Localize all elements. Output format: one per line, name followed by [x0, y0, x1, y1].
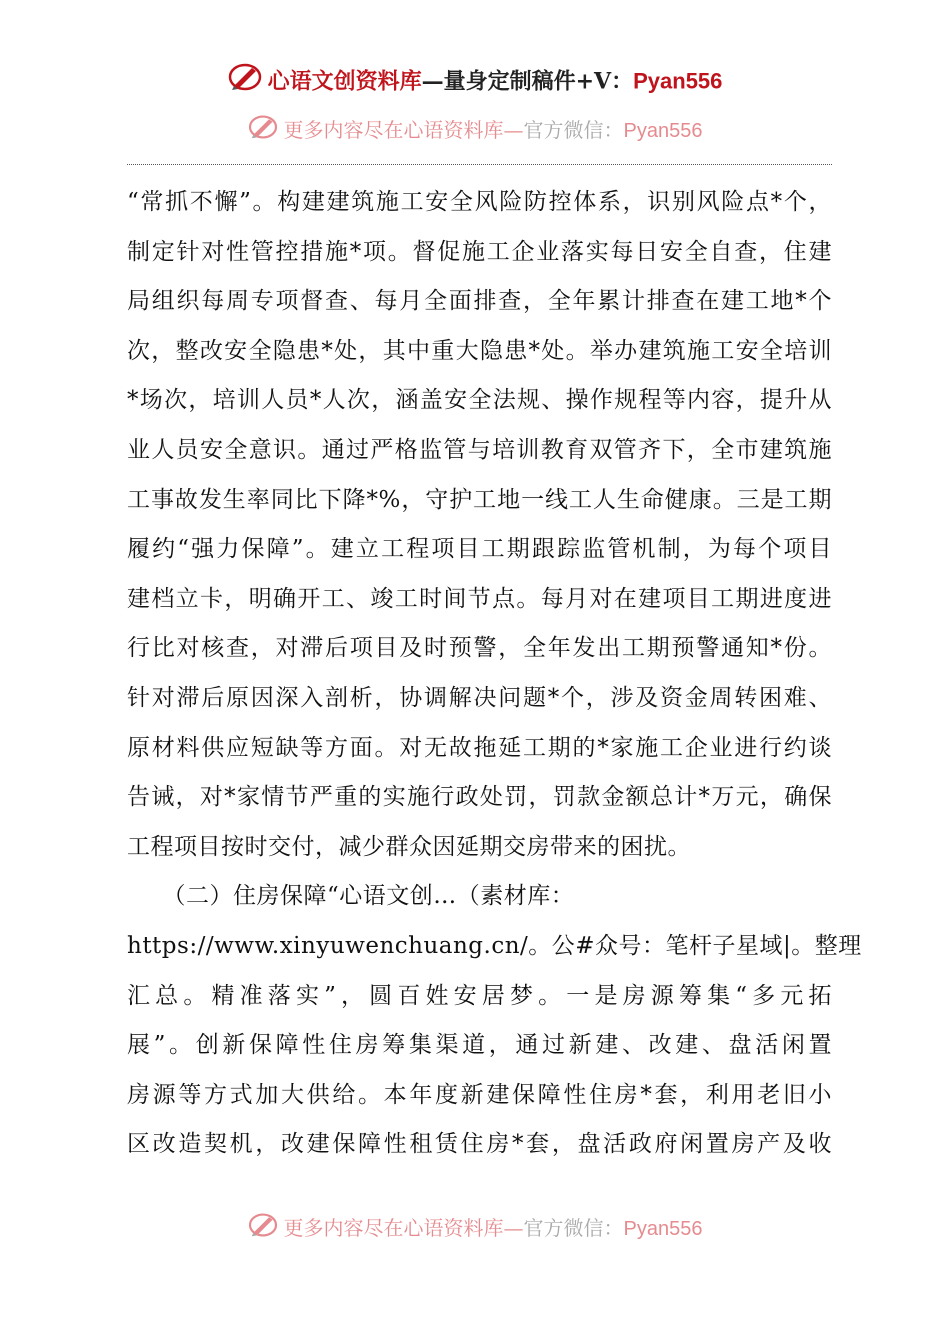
body-line: 针对滞后原因深入剖析，协调解决问题*个，涉及资金周转困难、 — [127, 684, 832, 711]
section-heading-line: （二）住房保障“心语文创…（素材库： — [127, 883, 575, 910]
body-line: “常抓不懈”。构建建筑施工安全风险防控体系，识别风险点*个， — [127, 189, 832, 215]
document-body — [127, 178, 862, 1170]
body-line: 建档立卡，明确开工、竣工时间节点。每月对在建项目工期进度进 — [127, 585, 832, 612]
body-line: 工事故发生率同比下降*%，守护工地一线工人生命健康。三是工期 — [127, 486, 832, 513]
pen-logo-icon — [248, 1212, 278, 1247]
body-line: 工程项目按时交付，减少群众因延期交房带来的困扰。 — [127, 833, 691, 860]
body-line: 原材料供应短缺等方面。对无故拖延工期的*家施工企业进行约谈 — [127, 734, 832, 761]
body-line: https://www.xinyuwenchuang.cn/。公#众号：笔杆子星域|。整理 — [127, 932, 862, 959]
header-slogan: 量身定制稿件+V： — [443, 68, 634, 95]
body-line: 区改造契机，改建保障性租赁住房*套，盘活政府闲置房产及收 — [127, 1131, 832, 1158]
body-line: 展”。创新保障性住房筹集渠道，通过新建、改建、盘活闲置 — [127, 1032, 832, 1059]
body-line: 房源等方式加大供给。本年度新建保障性住房*套，利用老旧小 — [127, 1081, 832, 1108]
watermark-footer — [0, 1212, 950, 1247]
footer-text: 更多内容尽在心语资料库— — [283, 1216, 524, 1240]
brand-name: 心语文创资料库 — [267, 68, 422, 95]
footer-wechat-label: 官方微信： — [523, 1216, 624, 1240]
body-line: 汇总。精准落实”，圆百姓安居梦。一是房源筹集“多元拓 — [127, 982, 832, 1009]
body-line: 行比对核查，对滞后项目及时预警，全年发出工期预警通知*份。 — [127, 635, 832, 662]
body-line: 制定针对性管控措施*项。督促施工企业落实每日安全自查，住建 — [127, 238, 832, 265]
header-banner — [0, 62, 950, 103]
body-line: 次，整改安全隐患*处，其中重大隐患*处。举办建筑施工安全培训 — [127, 337, 832, 364]
pen-logo-icon — [248, 114, 278, 149]
footer-wechat-id: Pyan556 — [623, 1218, 703, 1240]
body-line: 履约“强力保障”。建立工程项目工期跟踪监管机制，为每个项目 — [127, 536, 832, 563]
body-line: *场次，培训人员*人次，涵盖安全法规、操作规程等内容，提升从 — [127, 387, 832, 414]
pen-logo-icon — [228, 62, 262, 103]
watermark-text: 更多内容尽在心语资料库— — [283, 118, 524, 142]
header-separator: — — [421, 68, 444, 95]
header-wechat-id: Pyan556 — [633, 68, 723, 94]
header-divider — [127, 164, 832, 165]
body-line: 业人员安全意识。通过严格监管与培训教育双管齐下，全市建筑施 — [127, 436, 832, 463]
watermark-wechat-label: 官方微信： — [523, 118, 624, 142]
watermark-header — [0, 114, 950, 149]
body-line: 告诫，对*家情节严重的实施行政处罚，罚款金额总计*万元，确保 — [127, 784, 832, 811]
watermark-wechat-id: Pyan556 — [623, 120, 703, 142]
body-line: 局组织每周专项督查、每月全面排查，全年累计排查在建工地*个 — [127, 288, 832, 315]
